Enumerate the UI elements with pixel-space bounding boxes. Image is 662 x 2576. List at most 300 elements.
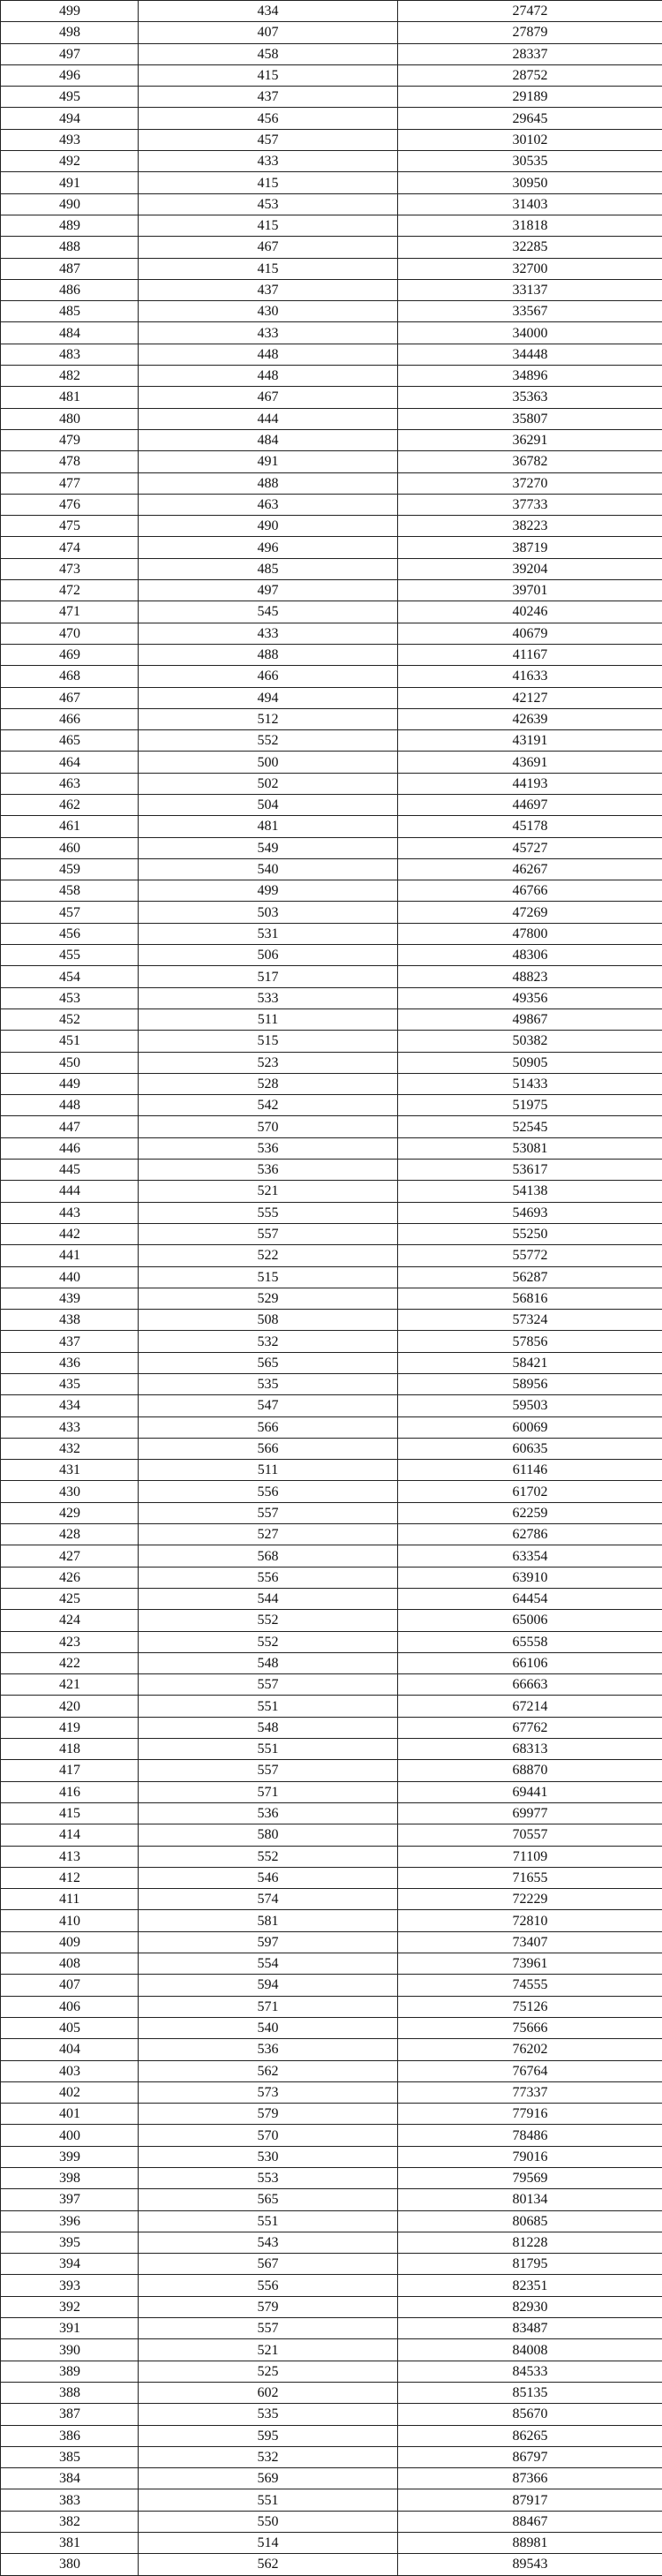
count-cell: 568 — [139, 1545, 398, 1567]
table-row — [1, 2339, 662, 2361]
cumulative-count-cell: 37733 — [398, 494, 662, 515]
count-cell: 532 — [139, 1331, 398, 1352]
score-cell: 406 — [1, 1996, 139, 2017]
cumulative-count-cell: 30535 — [398, 151, 662, 172]
count-cell: 444 — [139, 408, 398, 429]
count-cell: 562 — [139, 2060, 398, 2081]
table-row — [1, 752, 662, 773]
score-cell: 494 — [1, 108, 139, 129]
count-cell: 415 — [139, 215, 398, 236]
count-cell: 515 — [139, 1031, 398, 1052]
score-cell: 489 — [1, 215, 139, 236]
table-row — [1, 1824, 662, 1846]
score-cell: 425 — [1, 1588, 139, 1609]
count-cell: 532 — [139, 2446, 398, 2467]
score-cell: 426 — [1, 1567, 139, 1588]
table-row — [1, 1696, 662, 1717]
score-cell: 462 — [1, 794, 139, 815]
count-cell: 579 — [139, 2104, 398, 2125]
score-cell: 405 — [1, 2017, 139, 2038]
count-cell: 555 — [139, 1202, 398, 1223]
count-cell: 514 — [139, 2533, 398, 2554]
score-cell: 382 — [1, 2511, 139, 2532]
count-cell: 544 — [139, 1588, 398, 1609]
cumulative-count-cell: 46267 — [398, 858, 662, 880]
count-cell: 552 — [139, 730, 398, 752]
table-row — [1, 923, 662, 944]
cumulative-count-cell: 29645 — [398, 108, 662, 129]
score-cell: 399 — [1, 2146, 139, 2167]
score-cell: 386 — [1, 2425, 139, 2446]
score-cell: 470 — [1, 623, 139, 644]
cumulative-count-cell: 68870 — [398, 1760, 662, 1781]
cumulative-count-cell: 31818 — [398, 215, 662, 236]
table-row — [1, 2318, 662, 2339]
cumulative-count-cell: 28337 — [398, 43, 662, 64]
table-row — [1, 945, 662, 966]
cumulative-count-cell: 79569 — [398, 2167, 662, 2188]
count-cell: 523 — [139, 1052, 398, 1073]
cumulative-count-cell: 47269 — [398, 902, 662, 923]
count-cell: 530 — [139, 2146, 398, 2167]
cumulative-count-cell: 82930 — [398, 2296, 662, 2317]
cumulative-count-cell: 73407 — [398, 1931, 662, 1953]
score-cell: 449 — [1, 1073, 139, 1094]
score-cell: 430 — [1, 1481, 139, 1502]
table-row — [1, 129, 662, 150]
cumulative-count-cell: 77337 — [398, 2081, 662, 2103]
cumulative-count-cell: 39701 — [398, 580, 662, 601]
count-cell: 437 — [139, 87, 398, 108]
count-cell: 515 — [139, 1266, 398, 1288]
table-row — [1, 1288, 662, 1309]
table-row — [1, 108, 662, 129]
table-row — [1, 1073, 662, 1094]
cumulative-count-cell: 50382 — [398, 1031, 662, 1052]
table-row — [1, 1781, 662, 1802]
count-cell: 458 — [139, 43, 398, 64]
count-cell: 533 — [139, 987, 398, 1008]
score-cell: 394 — [1, 2254, 139, 2275]
table-row — [1, 1910, 662, 1931]
count-cell: 535 — [139, 1374, 398, 1395]
table-row — [1, 623, 662, 644]
cumulative-count-cell: 80685 — [398, 2210, 662, 2232]
table-row — [1, 494, 662, 515]
cumulative-count-cell: 36782 — [398, 451, 662, 472]
score-cell: 485 — [1, 301, 139, 322]
cumulative-count-cell: 65006 — [398, 1610, 662, 1631]
cumulative-count-cell: 89543 — [398, 2554, 662, 2575]
table-row — [1, 2060, 662, 2081]
score-cell: 475 — [1, 516, 139, 537]
cumulative-count-cell: 85135 — [398, 2382, 662, 2403]
count-cell: 566 — [139, 1438, 398, 1459]
score-cell: 419 — [1, 1717, 139, 1738]
count-cell: 484 — [139, 429, 398, 450]
table-row — [1, 1802, 662, 1824]
table-row — [1, 2254, 662, 2275]
table-row — [1, 1352, 662, 1373]
score-cell: 482 — [1, 366, 139, 387]
count-cell: 573 — [139, 2081, 398, 2103]
score-cell: 432 — [1, 1438, 139, 1459]
count-cell: 557 — [139, 1674, 398, 1696]
score-cell: 438 — [1, 1310, 139, 1331]
count-cell: 504 — [139, 794, 398, 815]
table-row — [1, 2232, 662, 2253]
score-cell: 409 — [1, 1931, 139, 1953]
table-row — [1, 2081, 662, 2103]
cumulative-count-cell: 33567 — [398, 301, 662, 322]
table-row — [1, 2511, 662, 2532]
score-cell: 469 — [1, 644, 139, 665]
score-cell: 422 — [1, 1652, 139, 1673]
count-cell: 415 — [139, 258, 398, 279]
cumulative-count-cell: 69441 — [398, 1781, 662, 1802]
count-cell: 528 — [139, 1073, 398, 1094]
cumulative-count-cell: 61702 — [398, 1481, 662, 1502]
count-cell: 407 — [139, 22, 398, 43]
cumulative-count-cell: 75126 — [398, 1996, 662, 2017]
cumulative-count-cell: 29189 — [398, 87, 662, 108]
table-row — [1, 2361, 662, 2382]
score-cell: 498 — [1, 22, 139, 43]
score-cell: 435 — [1, 1374, 139, 1395]
count-cell: 542 — [139, 1095, 398, 1116]
table-body — [1, 1, 662, 2576]
cumulative-count-cell: 56816 — [398, 1288, 662, 1309]
cumulative-count-cell: 87366 — [398, 2468, 662, 2489]
table-row — [1, 429, 662, 450]
cumulative-count-cell: 41633 — [398, 666, 662, 687]
cumulative-count-cell: 63910 — [398, 1567, 662, 1588]
score-cell: 455 — [1, 945, 139, 966]
score-cell: 417 — [1, 1760, 139, 1781]
table-row — [1, 966, 662, 987]
cumulative-count-cell: 72810 — [398, 1910, 662, 1931]
cumulative-count-cell: 46766 — [398, 880, 662, 902]
score-cell: 411 — [1, 1889, 139, 1910]
score-cell: 486 — [1, 279, 139, 300]
score-cell: 408 — [1, 1953, 139, 1975]
count-cell: 463 — [139, 494, 398, 515]
table-row — [1, 1095, 662, 1116]
count-cell: 552 — [139, 1610, 398, 1631]
score-cell: 439 — [1, 1288, 139, 1309]
count-cell: 557 — [139, 1760, 398, 1781]
cumulative-count-cell: 43691 — [398, 752, 662, 773]
count-cell: 594 — [139, 1975, 398, 1996]
count-cell: 551 — [139, 1696, 398, 1717]
cumulative-count-cell: 82351 — [398, 2275, 662, 2296]
cumulative-count-cell: 49356 — [398, 987, 662, 1008]
count-cell: 527 — [139, 1524, 398, 1545]
score-cell: 476 — [1, 494, 139, 515]
score-cell: 410 — [1, 1910, 139, 1931]
count-cell: 502 — [139, 773, 398, 794]
count-cell: 491 — [139, 451, 398, 472]
count-cell: 556 — [139, 2275, 398, 2296]
score-cell: 413 — [1, 1846, 139, 1867]
score-cell: 463 — [1, 773, 139, 794]
score-cell: 448 — [1, 1095, 139, 1116]
cumulative-count-cell: 40679 — [398, 623, 662, 644]
table-row — [1, 408, 662, 429]
count-cell: 557 — [139, 1502, 398, 1523]
score-cell: 383 — [1, 2489, 139, 2511]
score-cell: 471 — [1, 601, 139, 623]
table-row — [1, 1374, 662, 1395]
score-cell: 457 — [1, 902, 139, 923]
table-row — [1, 193, 662, 215]
table-row — [1, 322, 662, 344]
count-cell: 433 — [139, 322, 398, 344]
cumulative-count-cell: 32700 — [398, 258, 662, 279]
score-cell: 385 — [1, 2446, 139, 2467]
count-cell: 551 — [139, 2210, 398, 2232]
cumulative-count-cell: 81795 — [398, 2254, 662, 2275]
cumulative-count-cell: 41167 — [398, 644, 662, 665]
table-row — [1, 601, 662, 623]
cumulative-count-cell: 50905 — [398, 1052, 662, 1073]
cumulative-count-cell: 49867 — [398, 1008, 662, 1030]
table-row — [1, 344, 662, 365]
table-row — [1, 837, 662, 858]
table-row — [1, 1223, 662, 1244]
table-row — [1, 1310, 662, 1331]
cumulative-count-cell: 55250 — [398, 1223, 662, 1244]
score-cell: 434 — [1, 1395, 139, 1416]
count-cell: 569 — [139, 2468, 398, 2489]
score-cell: 477 — [1, 472, 139, 494]
count-cell: 570 — [139, 1116, 398, 1137]
table-row — [1, 730, 662, 752]
score-cell: 423 — [1, 1631, 139, 1652]
cumulative-count-cell: 88981 — [398, 2533, 662, 2554]
table-row — [1, 858, 662, 880]
count-cell: 494 — [139, 687, 398, 708]
count-cell: 548 — [139, 1717, 398, 1738]
cumulative-count-cell: 71655 — [398, 1867, 662, 1888]
cumulative-count-cell: 43191 — [398, 730, 662, 752]
count-cell: 488 — [139, 472, 398, 494]
score-cell: 473 — [1, 558, 139, 579]
score-cell: 416 — [1, 1781, 139, 1802]
table-row — [1, 880, 662, 902]
table-row — [1, 1567, 662, 1588]
cumulative-count-cell: 40246 — [398, 601, 662, 623]
count-cell: 548 — [139, 1652, 398, 1673]
count-cell: 503 — [139, 902, 398, 923]
count-cell: 556 — [139, 1481, 398, 1502]
count-cell: 581 — [139, 1910, 398, 1931]
cumulative-count-cell: 62259 — [398, 1502, 662, 1523]
score-cell: 433 — [1, 1416, 139, 1438]
table-row — [1, 1395, 662, 1416]
table-row — [1, 172, 662, 193]
count-cell: 488 — [139, 644, 398, 665]
count-cell: 511 — [139, 1460, 398, 1481]
cumulative-count-cell: 53617 — [398, 1160, 662, 1181]
count-cell: 456 — [139, 108, 398, 129]
score-cell: 441 — [1, 1245, 139, 1266]
table-row — [1, 1502, 662, 1523]
score-cell: 464 — [1, 752, 139, 773]
table-row — [1, 451, 662, 472]
cumulative-count-cell: 38719 — [398, 537, 662, 558]
table-row — [1, 1116, 662, 1137]
count-cell: 571 — [139, 1781, 398, 1802]
score-cell: 499 — [1, 1, 139, 22]
score-cell: 437 — [1, 1331, 139, 1352]
score-cell: 415 — [1, 1802, 139, 1824]
table-row — [1, 22, 662, 43]
table-row — [1, 279, 662, 300]
score-cell: 492 — [1, 151, 139, 172]
score-cell: 447 — [1, 1116, 139, 1137]
count-cell: 540 — [139, 2017, 398, 2038]
table-row — [1, 558, 662, 579]
table-row — [1, 2125, 662, 2146]
table-row — [1, 687, 662, 708]
score-cell: 491 — [1, 172, 139, 193]
count-cell: 467 — [139, 237, 398, 258]
cumulative-count-cell: 67214 — [398, 1696, 662, 1717]
table-row — [1, 902, 662, 923]
score-cell: 461 — [1, 816, 139, 837]
cumulative-count-cell: 68313 — [398, 1739, 662, 1760]
count-cell: 580 — [139, 1824, 398, 1846]
count-cell: 481 — [139, 816, 398, 837]
table-row — [1, 1481, 662, 1502]
score-cell: 487 — [1, 258, 139, 279]
table-row — [1, 2382, 662, 2403]
score-cell: 390 — [1, 2339, 139, 2361]
count-cell: 490 — [139, 516, 398, 537]
table-row — [1, 2296, 662, 2317]
score-cell: 443 — [1, 1202, 139, 1223]
score-cell: 395 — [1, 2232, 139, 2253]
cumulative-count-cell: 31403 — [398, 193, 662, 215]
cumulative-count-cell: 71109 — [398, 1846, 662, 1867]
table-row — [1, 1652, 662, 1673]
cumulative-count-cell: 39204 — [398, 558, 662, 579]
score-cell: 484 — [1, 322, 139, 344]
score-cell: 403 — [1, 2060, 139, 2081]
score-cell: 428 — [1, 1524, 139, 1545]
count-cell: 496 — [139, 537, 398, 558]
score-cell: 456 — [1, 923, 139, 944]
score-cell: 452 — [1, 1008, 139, 1030]
cumulative-count-cell: 48823 — [398, 966, 662, 987]
table-row — [1, 708, 662, 729]
table-row — [1, 1889, 662, 1910]
table-row — [1, 1460, 662, 1481]
count-cell: 512 — [139, 708, 398, 729]
count-cell: 536 — [139, 1802, 398, 1824]
count-cell: 517 — [139, 966, 398, 987]
count-cell: 457 — [139, 129, 398, 150]
table-row — [1, 816, 662, 837]
cumulative-count-cell: 54138 — [398, 1181, 662, 1202]
table-row — [1, 1846, 662, 1867]
table-row — [1, 2533, 662, 2554]
count-cell: 453 — [139, 193, 398, 215]
cumulative-count-cell: 38223 — [398, 516, 662, 537]
score-cell: 381 — [1, 2533, 139, 2554]
cumulative-count-cell: 55772 — [398, 1245, 662, 1266]
count-cell: 570 — [139, 2125, 398, 2146]
score-cell: 424 — [1, 1610, 139, 1631]
score-cell: 380 — [1, 2554, 139, 2575]
score-cell: 401 — [1, 2104, 139, 2125]
table-row — [1, 987, 662, 1008]
count-cell: 467 — [139, 387, 398, 408]
count-cell: 511 — [139, 1008, 398, 1030]
count-cell: 433 — [139, 623, 398, 644]
count-cell: 574 — [139, 1889, 398, 1910]
cumulative-count-cell: 58956 — [398, 1374, 662, 1395]
score-cell: 421 — [1, 1674, 139, 1696]
table-row — [1, 1331, 662, 1352]
score-cell: 398 — [1, 2167, 139, 2188]
cumulative-count-cell: 65558 — [398, 1631, 662, 1652]
count-cell: 430 — [139, 301, 398, 322]
cumulative-count-cell: 60069 — [398, 1416, 662, 1438]
count-cell: 531 — [139, 923, 398, 944]
table-row — [1, 2104, 662, 2125]
count-cell: 499 — [139, 880, 398, 902]
table-row — [1, 2275, 662, 2296]
count-cell: 557 — [139, 2318, 398, 2339]
cumulative-count-cell: 60635 — [398, 1438, 662, 1459]
count-cell: 565 — [139, 2189, 398, 2210]
cumulative-count-cell: 81228 — [398, 2232, 662, 2253]
table-row — [1, 1610, 662, 1631]
table-row — [1, 2039, 662, 2060]
score-cell: 481 — [1, 387, 139, 408]
score-cell: 444 — [1, 1181, 139, 1202]
table-row — [1, 1245, 662, 1266]
table-row — [1, 1588, 662, 1609]
score-cell: 454 — [1, 966, 139, 987]
cumulative-count-cell: 84008 — [398, 2339, 662, 2361]
score-cell: 450 — [1, 1052, 139, 1073]
score-cell: 459 — [1, 858, 139, 880]
cumulative-count-cell: 73961 — [398, 1953, 662, 1975]
table-row — [1, 666, 662, 687]
score-cell: 418 — [1, 1739, 139, 1760]
table-row — [1, 1202, 662, 1223]
score-cell: 396 — [1, 2210, 139, 2232]
score-cell: 466 — [1, 708, 139, 729]
score-cell: 427 — [1, 1545, 139, 1567]
table-row — [1, 1975, 662, 1996]
table-row — [1, 1867, 662, 1888]
cumulative-count-cell: 35807 — [398, 408, 662, 429]
count-cell: 551 — [139, 2489, 398, 2511]
score-cell: 392 — [1, 2296, 139, 2317]
score-cell: 467 — [1, 687, 139, 708]
cumulative-count-cell: 88467 — [398, 2511, 662, 2532]
table-row — [1, 1631, 662, 1652]
table-row — [1, 1031, 662, 1052]
cumulative-count-cell: 66106 — [398, 1652, 662, 1673]
count-cell: 566 — [139, 1416, 398, 1438]
cumulative-count-cell: 44697 — [398, 794, 662, 815]
score-cell: 391 — [1, 2318, 139, 2339]
